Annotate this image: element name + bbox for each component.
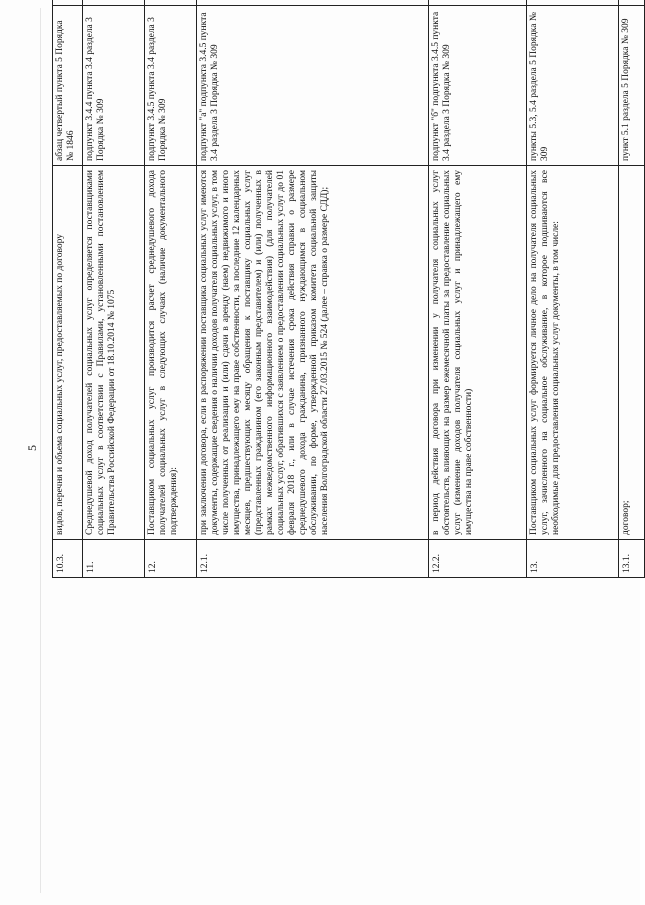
empty-cell (619, 0, 645, 6)
legal-reference: подпункт 3.4.4 пункта 3.4 раздела 3 Порядка № 309 (83, 6, 145, 166)
legal-reference: подпункт "а" подпункта 3.4.5 пункта 3.4 раздела 3 Порядка № 309 (197, 6, 429, 166)
requirement-text: в период действия договора при изменении у получателя социальных услуг обстоятельств, влияющих на размер ежемесячной платы за предоставление социальных услуг (изменение доходов получателя социальных услуг и принадлежащего ему имущества на праве собственности) (429, 166, 527, 540)
rotated-table-container (52, 0, 632, 578)
requirement-text: видов, перечня и объема социальных услуг, предоставляемых по договору (53, 166, 83, 540)
empty-cell (197, 0, 429, 6)
page-number: 5 (25, 445, 39, 451)
table-row (83, 0, 145, 578)
requirement-text: Поставщиком социальных услуг формируется личное дело на получателя социальных услуг, зачисленного на социальное обслуживание, в которое подшиваются все необходимые для предоставления социальных услуг документы, в том числе: (527, 166, 619, 540)
row-number: 12.1. (197, 540, 429, 578)
requirement-text: Поставщиком социальных услуг производится расчет среднедушевого дохода получателей социальных услуг в следующих случаях (наличие документального подтверждения): (145, 166, 197, 540)
legal-reference: подпункт "б" подпункта 3.4.5 пункта 3.4 раздела 3 Порядка № 309 (429, 6, 527, 166)
row-number: 13. (527, 540, 619, 578)
table-row (197, 0, 429, 578)
requirements-table (52, 0, 645, 578)
legal-reference: пункт 5.1 раздела 5 Порядка № 309 (619, 6, 645, 166)
requirement-text: договор; (619, 166, 645, 540)
legal-reference: абзац четвертый пункта 5 Порядка № 1846 (53, 6, 83, 166)
row-number: 12.2. (429, 540, 527, 578)
empty-cell (83, 0, 145, 6)
row-number: 11. (83, 540, 145, 578)
empty-cell (53, 0, 83, 6)
table-row (527, 0, 619, 578)
table-row (145, 0, 197, 578)
legal-reference: пункты 5.3, 5.4 раздела 5 Порядка № 309 (527, 6, 619, 166)
legal-reference: подпункт 3.4.5 пункта 3.4 раздела 3 Порядка № 309 (145, 6, 197, 166)
requirement-text: Среднедушевой доход получателей социальных услуг определяется поставщиками социальных услуг в соответствии с Правилами, установленными постановлением Правительства Российской Федерации от 18.10.2014 № 1075 (83, 166, 145, 540)
table-row (53, 0, 83, 578)
empty-cell (527, 0, 619, 6)
requirement-text: при заключении договора, если в распоряжении поставщика социальных услуг имеются документы, содержащие сведения о наличии доходов получателя социальных услуг, в том числе полученных от реализации и (или) сдачи в аренду (наем) недвижимого и иного имущества, принадлежащего ему на праве собственности, за последние 12 календарных месяцев, предшествующих месяцу обращения к поставщику социальных услуг (представленных гражданином (его законным представителем) и (или) полученных в рамках межведомственного информационного взаимодействия) (для получателей социальных услуг, обратившихся с заявлением о предоставлении социальных услуг до 01 февраля 2018 г., или в случае истечения срока действия справки о размере среднедушевого дохода гражданина, признанного нуждающимся в социальном обслуживании, по форме, утвержденной приказом комитета социальной защиты населения Волгоградской области 27.03.2015 № 524 (далее – справка о размере СДД); (197, 166, 429, 540)
row-number: 10.3. (53, 540, 83, 578)
row-number: 13.1. (619, 540, 645, 578)
table-row (429, 0, 527, 578)
empty-cell (429, 0, 527, 6)
table-row (619, 0, 645, 578)
row-number: 12. (145, 540, 197, 578)
table-viewport (52, 10, 632, 890)
empty-cell (145, 0, 197, 6)
